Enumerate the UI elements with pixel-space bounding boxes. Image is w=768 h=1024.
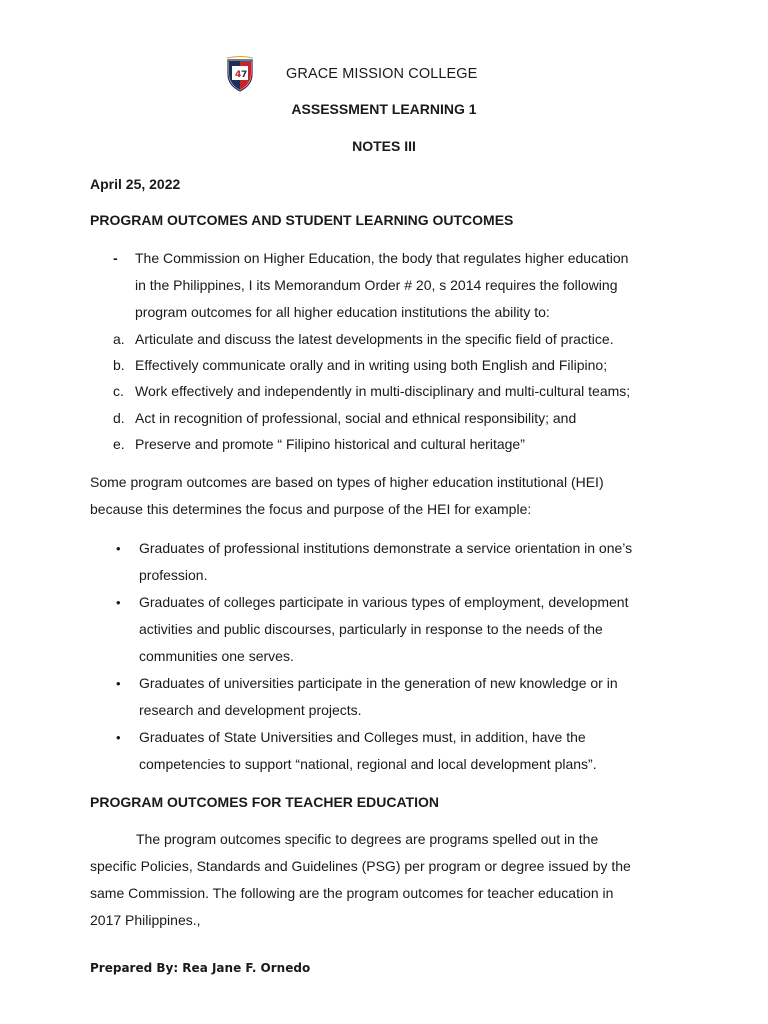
text-line: program outcomes for all higher education institutions the ability to:: [135, 304, 550, 320]
college-name: GRACE MISSION COLLEGE: [286, 66, 478, 82]
text-line: Graduates of professional institutions demonstrate a service orientation in one’s: [139, 540, 633, 556]
document-title: ASSESSMENT LEARNING 1: [291, 101, 477, 117]
bullet-icon: •: [116, 730, 121, 745]
teacher-education-paragraph: [90, 826, 690, 934]
bullet-item-text: [139, 589, 679, 670]
bullet-item-text: [139, 724, 679, 778]
prepared-by-footer: Prepared By: Rea Jane F. Ornedo: [90, 961, 311, 975]
text-line: activities and public discourses, particularly in response to the needs of the: [139, 621, 603, 637]
text-line: because this determines the focus and purpose of the HEI for example:: [90, 501, 532, 517]
section-heading-outcomes: PROGRAM OUTCOMES AND STUDENT LEARNING OUTCOMES: [90, 212, 514, 228]
text-line: profession.: [139, 567, 208, 583]
college-seal-icon: [225, 56, 255, 92]
text-line: in the Philippines, I its Memorandum Order # 20, s 2014 requires the following: [135, 277, 618, 293]
bullet-item-text: [139, 670, 679, 724]
text-line: 2017 Philippines.,: [90, 912, 201, 928]
text-line: The program outcomes specific to degrees are programs spelled out in the: [136, 831, 599, 847]
text-line: research and development projects.: [139, 702, 362, 718]
section-heading-teacher-education: PROGRAM OUTCOMES FOR TEACHER EDUCATION: [90, 794, 439, 810]
text-line: competencies to support “national, regional and local development plans”.: [139, 756, 597, 772]
text-line: specific Policies, Standards and Guidelines (PSG) per program or degree issued by the: [90, 858, 631, 874]
text-line: communities one serves.: [139, 648, 294, 664]
svg-text:7: 7: [241, 70, 248, 80]
letterhead: [0, 56, 768, 96]
text-line: Graduates of colleges participate in various types of employment, development: [139, 594, 629, 610]
list-item-text: Effectively communicate orally and in writing using both English and Filipino;: [135, 357, 608, 373]
bullet-icon: •: [116, 541, 121, 556]
svg-text:4: 4: [235, 70, 242, 80]
bullet-icon: •: [116, 595, 121, 610]
list-item-text: Preserve and promote “ Filipino historical and cultural heritage”: [135, 436, 525, 452]
document-subtitle: NOTES III: [352, 138, 416, 154]
list-item-text: Articulate and discuss the latest developments in the specific field of practice.: [135, 331, 614, 347]
text-line: same Commission. The following are the program outcomes for teacher education in: [90, 885, 614, 901]
bullet-icon: •: [116, 676, 121, 691]
dash-marker: -: [113, 250, 118, 266]
dash-item-text: [135, 245, 680, 326]
intro-paragraph: [90, 469, 690, 523]
list-marker: c.: [113, 383, 124, 399]
bullet-item-text: [139, 535, 679, 589]
list-item-text: Work effectively and independently in multi-disciplinary and multi-cultural teams;: [135, 383, 631, 399]
text-line: The Commission on Higher Education, the body that regulates higher education: [135, 250, 629, 266]
list-marker: d.: [113, 410, 125, 426]
document-date: April 25, 2022: [90, 176, 181, 192]
list-marker: b.: [113, 357, 125, 373]
text-line: Graduates of State Universities and Colleges must, in addition, have the: [139, 729, 586, 745]
list-marker: e.: [113, 436, 125, 452]
text-line: Some program outcomes are based on types of higher education institutional (HEI): [90, 474, 604, 490]
list-marker: a.: [113, 331, 125, 347]
list-item-text: Act in recognition of professional, social and ethnical responsibility; and: [135, 410, 577, 426]
text-line: Graduates of universities participate in the generation of new knowledge or in: [139, 675, 618, 691]
